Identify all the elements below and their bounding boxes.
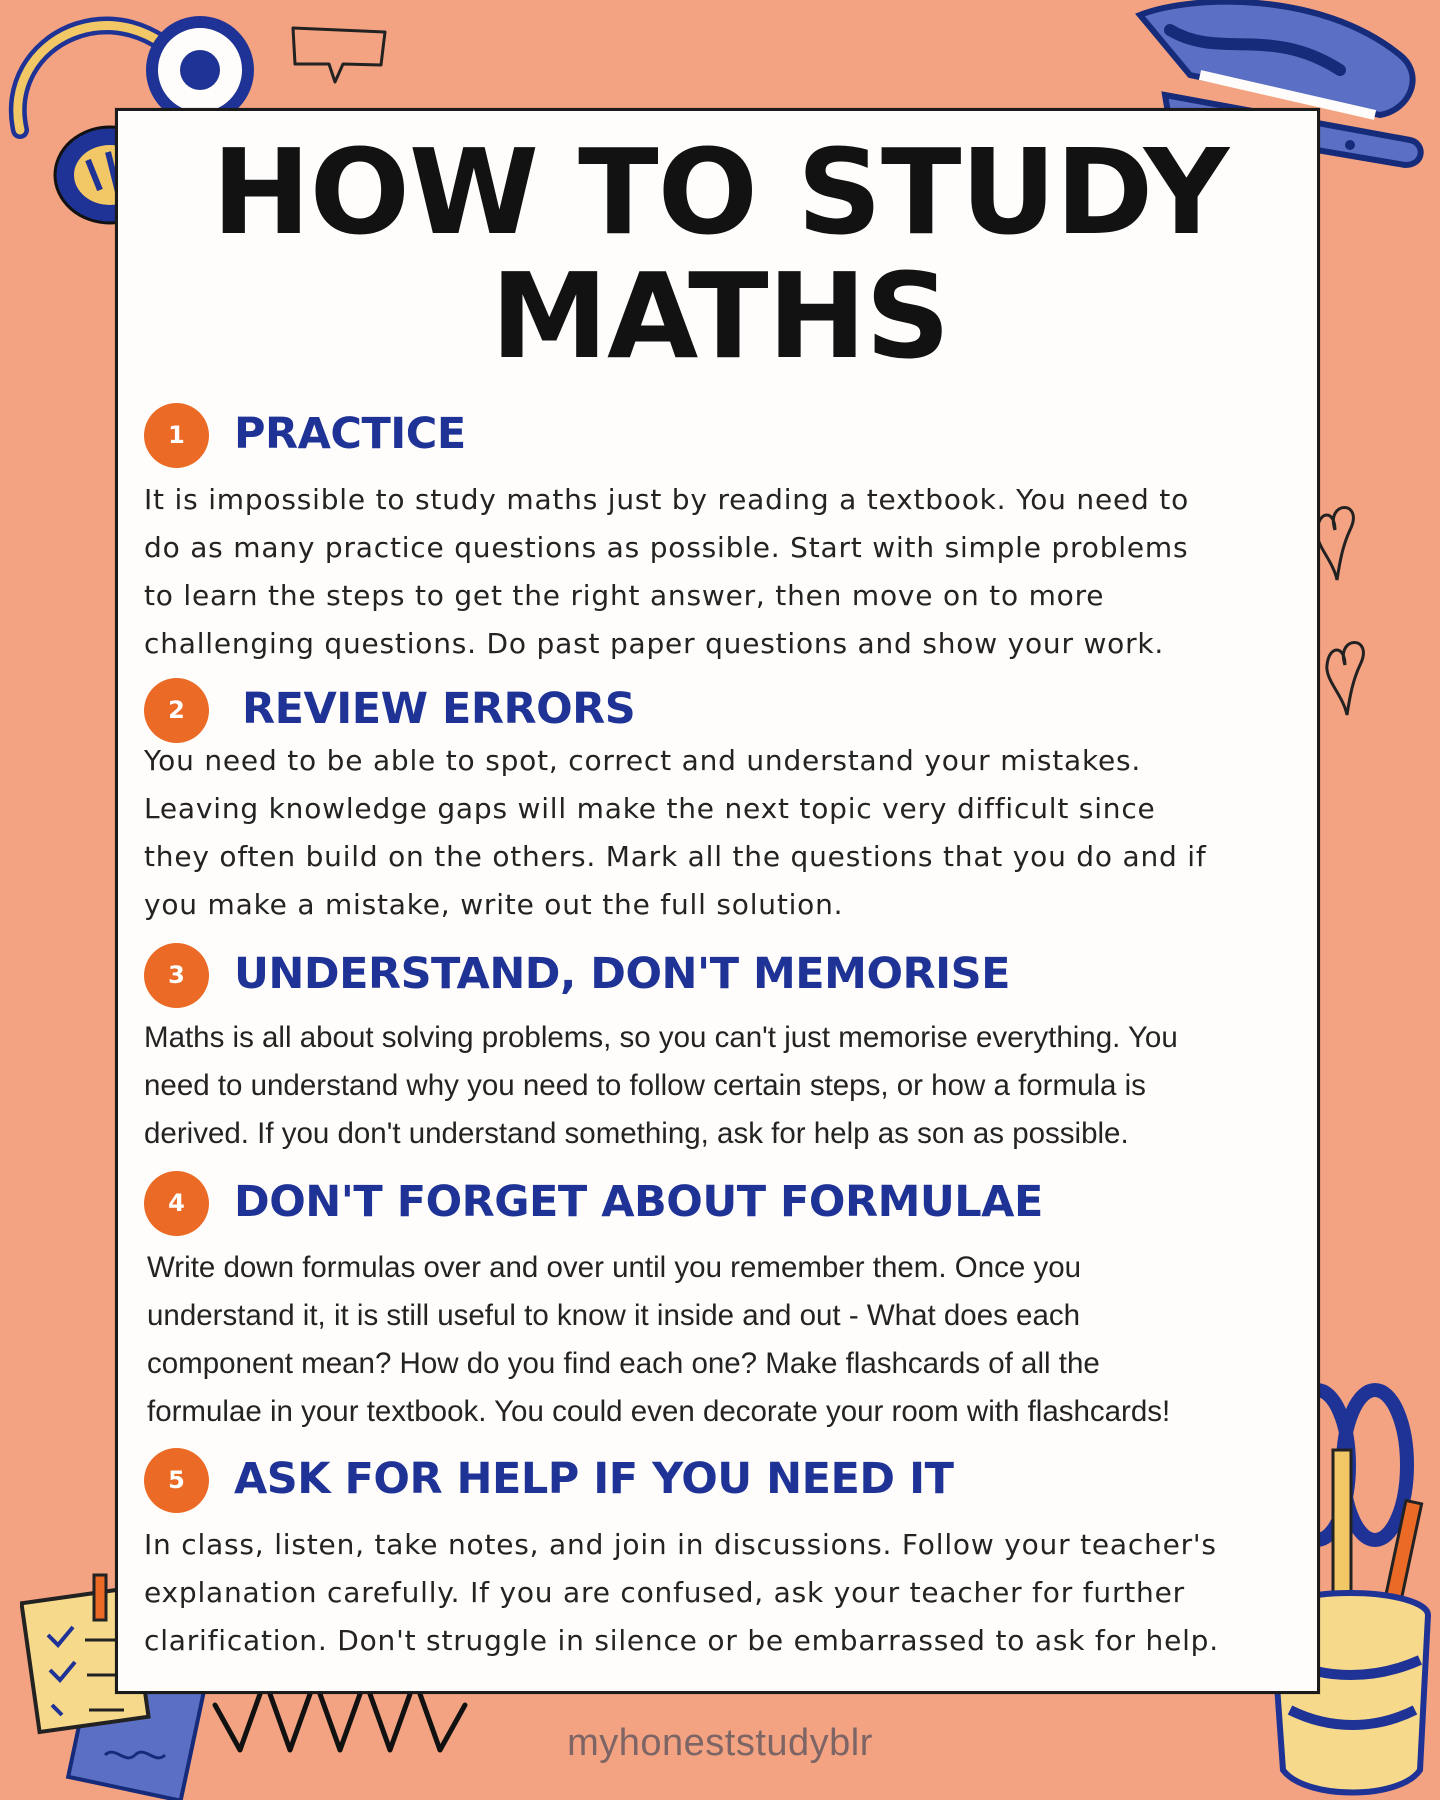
section-heading: ASK FOR HELP IF YOU NEED IT — [234, 1454, 954, 1504]
section-heading: REVIEW ERRORS — [242, 684, 636, 734]
tip-section-practice — [144, 400, 1279, 660]
text-line: do as many practice questions as possible. Start with simple problems — [144, 531, 1189, 564]
section-header — [144, 675, 1279, 734]
step-number-badge: 2 — [144, 678, 209, 743]
text-line: challenging questions. Do past paper questions and show your work. — [144, 627, 1165, 660]
tip-section-understand — [144, 940, 1279, 1150]
text-line: formulae in your textbook. You could even decorate your room with flashcards! — [147, 1395, 1171, 1428]
text-line: Maths is all about solving problems, so you can't just memorise everything. You — [144, 1021, 1178, 1054]
step-number-badge: 5 — [144, 1448, 209, 1513]
text-line: In class, listen, take notes, and join in discussions. Follow your teacher's — [144, 1528, 1217, 1561]
section-heading: UNDERSTAND, DON'T MEMORISE — [234, 949, 1010, 999]
text-line: you make a mistake, write out the full solution. — [144, 888, 844, 921]
text-line: to learn the steps to get the right answer, then move on to more — [144, 579, 1105, 612]
section-text — [144, 1014, 1178, 1158]
section-header — [144, 940, 1279, 999]
text-line: understand it, it is still useful to know it inside and out - What does each — [147, 1299, 1081, 1332]
tip-section-review-errors — [144, 675, 1279, 921]
text-line: need to understand why you need to follow certain steps, or how a formula is — [144, 1069, 1146, 1102]
text-line: component mean? How do you find each one? Make flashcards of all the — [147, 1347, 1100, 1380]
section-text — [144, 476, 1189, 668]
section-header — [144, 1445, 1279, 1504]
step-number-badge: 3 — [144, 943, 209, 1008]
text-line: they often build on the others. Mark all the questions that you do and if — [144, 840, 1207, 873]
tip-section-formulae — [144, 1168, 1279, 1428]
title-line-1: HOW TO STUDY — [211, 123, 1229, 261]
text-line: derived. If you don't understand something, ask for help as son as possible. — [144, 1117, 1129, 1150]
section-header — [144, 1168, 1279, 1227]
author-handle: myhoneststudyblr — [567, 1722, 873, 1764]
title-line-2: MATHS — [490, 247, 950, 385]
section-text — [147, 1244, 1170, 1436]
text-line: clarification. Don't struggle in silence or be embarrassed to ask for help. — [144, 1624, 1219, 1657]
tip-section-ask-for-help — [144, 1445, 1279, 1657]
text-line: It is impossible to study maths just by reading a textbook. You need to — [144, 483, 1190, 516]
section-header — [144, 400, 1279, 459]
step-number-badge: 4 — [144, 1171, 209, 1236]
text-line: Write down formulas over and over until you remember them. Once you — [147, 1251, 1082, 1284]
step-number-badge: 1 — [144, 403, 209, 468]
speech-bubble-icon — [285, 20, 395, 90]
text-line: You need to be able to spot, correct and understand your mistakes. — [144, 744, 1142, 777]
page-title — [170, 123, 1270, 385]
text-line: explanation carefully. If you are confused, ask your teacher for further — [144, 1576, 1185, 1609]
section-text — [144, 1521, 1219, 1665]
text-line: Leaving knowledge gaps will make the next topic very difficult since — [144, 792, 1156, 825]
section-text — [144, 737, 1207, 929]
section-heading: DON'T FORGET ABOUT FORMULAE — [234, 1177, 1043, 1227]
section-heading: PRACTICE — [234, 409, 466, 459]
